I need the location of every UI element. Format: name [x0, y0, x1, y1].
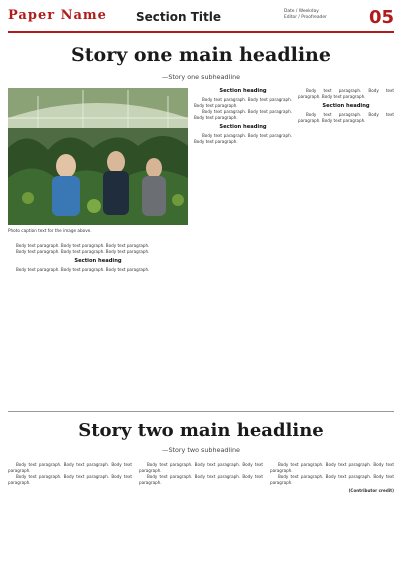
story-1-section-heading: Section heading: [219, 124, 267, 131]
paragraph: Body text paragraph. Body text paragraph. Body text paragraph.: [194, 133, 292, 145]
story-2-column-b: [139, 462, 263, 570]
paragraph: Body text paragraph. Body text paragraph. Body text paragraph.: [8, 462, 132, 474]
paragraph: Body text paragraph. Body text paragraph. Body text paragraph.: [16, 249, 150, 255]
story-1-headline: Story one main headline: [71, 44, 331, 66]
paragraph: Body text paragraph. Body text paragraph. Body text paragraph.: [194, 97, 292, 109]
end-note: (Contributor credit): [348, 488, 394, 494]
story-1-section-heading: Section heading: [74, 258, 122, 265]
story-2-headline: Story two main headline: [78, 420, 324, 441]
paper-name: Paper Name: [8, 8, 107, 23]
story-2-subheadline: —Story two subheadline: [162, 446, 240, 454]
masthead-rule: [8, 31, 394, 33]
page-number: 05: [368, 7, 394, 28]
paragraph: Body text paragraph. Body text paragraph. Body text paragraph.: [139, 474, 263, 486]
story-1-column-c: [298, 88, 394, 406]
story-2-column-a: [8, 462, 132, 570]
photo-caption: Photo caption text for the image above.: [8, 228, 92, 233]
section-title: Section Title: [136, 10, 221, 24]
paragraph: Body text paragraph. Body text paragraph. Body text paragraph.: [8, 474, 132, 486]
paragraph: Body text paragraph. Body text paragraph. Body text paragraph.: [139, 462, 263, 474]
paragraph: Body text paragraph. Body text paragraph. Body text paragraph.: [16, 243, 150, 248]
story-1-column-a: [8, 243, 188, 405]
section-divider: [8, 411, 394, 412]
paragraph: Body text paragraph. Body text paragraph. Body text paragraph.: [194, 109, 292, 121]
story-1-section-heading: Section heading: [219, 88, 267, 94]
paragraph: Body text paragraph. Body text paragraph. Body text paragraph.: [270, 462, 394, 474]
issue-line-1: Date / Weekday: [284, 9, 319, 14]
issue-info: [284, 9, 370, 21]
photo-illustration: [8, 88, 188, 225]
paragraph: Body text paragraph. Body text paragraph. Body text paragraph.: [298, 88, 394, 100]
story-1-section-heading: Section heading: [322, 103, 370, 110]
masthead: [8, 8, 394, 30]
story-1-column-b: [194, 88, 292, 406]
paragraph: Body text paragraph. Body text paragraph. Body text paragraph.: [16, 267, 150, 273]
paragraph: Body text paragraph. Body text paragraph. Body text paragraph.: [270, 474, 394, 486]
issue-line-2: Editor / Proofreader: [284, 15, 327, 20]
story-2-column-c: [270, 462, 394, 570]
paragraph: Body text paragraph. Body text paragraph. Body text paragraph.: [298, 112, 394, 124]
story-1-subheadline: —Story one subheadline: [161, 73, 241, 81]
greenhouse-photo: [8, 88, 188, 225]
